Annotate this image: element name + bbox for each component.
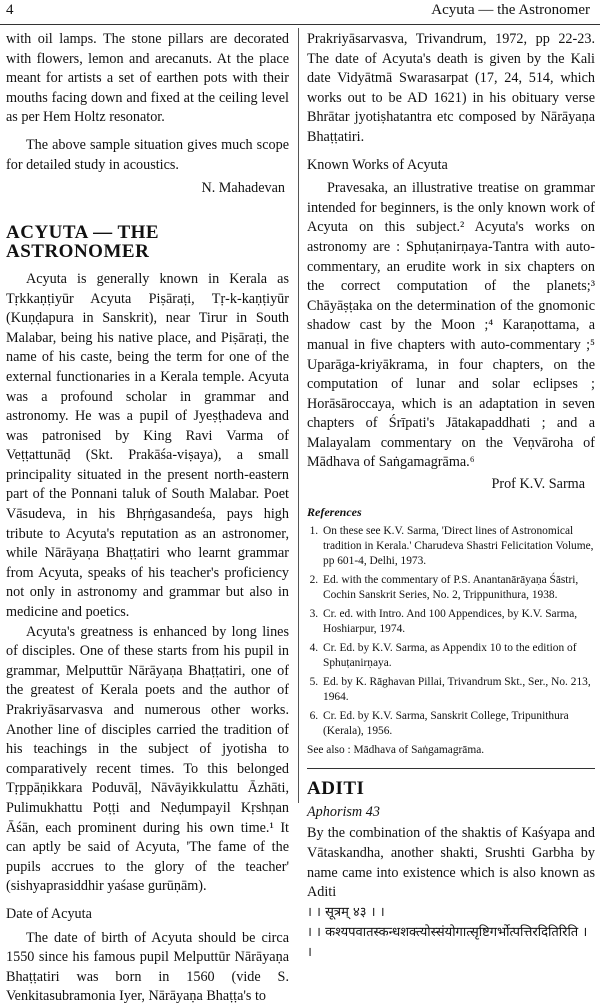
references-heading: References xyxy=(307,504,362,519)
paragraph: The above sample situation gives much scope for detailed study in acoustics. xyxy=(6,136,289,173)
section-subheading: Known Works of Acyuta xyxy=(307,156,448,173)
sanskrit-line: । । कश्यपवातस्कन्धशक्त्योस्संयोगात्सृष्टिगर्भोत्पत्तिरदितिरिति । । xyxy=(307,924,588,960)
paragraph: Prakriyāsarvasva, Trivandrum, 1972, pp 22-23. The date of Acyuta's death is given by the Kali date Vidyātmā Swarasarpat (17, 24, 514, which works out to be AD 1621) in his obituary verse Bhrātar jyotiṣhatantra etc composed by Nārāyaṇa Bhaṭṭatiri. xyxy=(307,31,595,145)
section-rule xyxy=(307,768,595,769)
article-heading: ACYUTA — THE ASTRONOMER xyxy=(6,221,160,263)
paragraph: Pravesaka, an illustrative treatise on grammar intended for beginners, is the only known work of Acyuta on this subject.² Acyuta's works on astronomy are : Sphuṭanirṇaya-Tantra with auto-commentary, an erudite work in six chapters on the correct computation of the planets;³ Chāyāṣṭaka on the determination of the gnomonic shadow cast by the Moon ;⁴ Karaṇottama, a manual in five chapters with auto-commentary ;⁵ Uparāga-kriyākrama, in four chapters, on the computation of lunar and solar eclipses ; Horāsāroccaya, which is an adaptation in seven chapters of Śrīpati's Jātakapaddhati ; and a Malayalam commentary on the Veṇvāroha of Mādhava of Saṅgamagrāma.⁶ xyxy=(307,180,595,471)
right-column xyxy=(307,30,595,963)
author-signature: N. Mahadevan xyxy=(201,180,285,197)
reference-item: 1. On these see K.V. Sarma, 'Direct lines of Astronomical tradition in Kerala.' Charudeva Shastri Felicitation Volume, pp 601-4, Delhi, 1973. xyxy=(321,524,595,569)
sanskrit-line: । । सूत्रम् ४३ । । xyxy=(307,904,385,920)
reference-item: 4. Cr. Ed. by K.V. Sarma, as Appendix 10 to the edition of Sphuṭanirṇaya. xyxy=(321,641,595,671)
page-header xyxy=(0,0,600,25)
column-divider xyxy=(298,28,299,803)
references-list xyxy=(307,524,595,739)
reference-item: 5. Ed. by K. Rāghavan Pillai, Trivandrum Skt., Ser., No. 213, 1964. xyxy=(321,675,595,705)
aphorism-label: Aphorism 43 xyxy=(307,803,380,820)
page-number: 4 xyxy=(6,2,14,18)
article-heading: ADITI xyxy=(307,778,365,800)
paragraph: with oil lamps. The stone pillars are decorated with flowers, lemon and arecanuts. At the place meant for artists a set of earthen pots with their mouths facing down and fixed at the ceiling level as per Hem Holtz resonator. xyxy=(6,31,289,126)
running-title: Acyuta — the Astronomer xyxy=(431,2,590,18)
see-also: See also : Mādhava of Saṅgamagrāma. xyxy=(307,744,485,757)
paragraph: The date of birth of Acyuta should be circa 1550 since his famous pupil Melputtūr Nārāyaṇa Bhaṭṭatiri was born in 1560 (vide S. Venkitasubramonia Iyer, Nārāyaṇa Bhaṭṭa's to xyxy=(6,929,289,1005)
reference-item: 6. Cr. Ed. by K.V. Sarma, Sanskrit College, Tripunithura (Kerala), 1956. xyxy=(321,709,595,739)
author-signature: Prof K.V. Sarma xyxy=(491,476,585,493)
paragraph: By the combination of the shaktis of Kaśyapa and Vātaskandha, another shakti, Srushti Garbha by name came into existence which is also known as Aditi xyxy=(307,825,595,901)
reference-item: 3. Cr. ed. with Intro. And 100 Appendices, by K.V. Sarma, Hoshiarpur, 1974. xyxy=(321,607,595,637)
paragraph: Acyuta is generally known in Kerala as Tṛkkaṇṭiyūr Acyuta Piṣāraṭi, Tṛ-k-kaṇṭiyūr (Kuṇḍapura in Sanskrit), near Tirur in South Malabar, being his native place, and Piṣāraṭi, the name of his caste, being the term for one of the external functionaries in a Kerala temple. Acyuta was a profound scholar in grammar and astronomy. He was a pupil of Jyeṣṭhadeva and was patronised by King Ravi Varma of Veṭṭattunāḍ (Skt. Prakāśa-viṣaya), a small principality situated in the present north-eastern part of the Ponnani taluk of South Malabar. Poet Vāsudeva, in his Bhṛṅgasandeśa, pays high tribute to Acyuta's reputation as an astronomer, while Nārāyaṇa Bhaṭṭatiri who learnt grammar from Acyuta, speaks of his teacher's proficiency not only in astronomy and grammar but also in medicine and poetics. xyxy=(6,270,289,621)
reference-item: 2. Ed. with the commentary of P.S. Anantanārāyaṇa Śāstri, Cochin Sanskrit Series, No. 2, Trippunithura, 1938. xyxy=(321,573,595,603)
paragraph: Acyuta's greatness is enhanced by long lines of disciples. One of these starts from his pupil in grammar, Melputtūr Nārāyaṇa Bhaṭṭatiri, one of the greatest of Kerala poets and the author of Prakriyāsarvasva and numerous other works. Another line of disciples carried the tradition of his teachings in the subject of jyotisha to comparatively recent times. To this belonged Tṛppāṇikkara Poduvāḷ, Nāvāyikkulattu Āzhāti, Pulimukhattu Poṭṭi and Neḍumpayil Kṛshṇan Āśān, each prominent during his own time.¹ It can aptly be said of Acyuta, 'The fame of the pupils accrues to the glory of the teacher' (sishyaprasiddhir yaśase gurūṇām). xyxy=(6,623,289,895)
section-subheading: Date of Acyuta xyxy=(6,905,92,922)
left-column xyxy=(6,30,289,1007)
